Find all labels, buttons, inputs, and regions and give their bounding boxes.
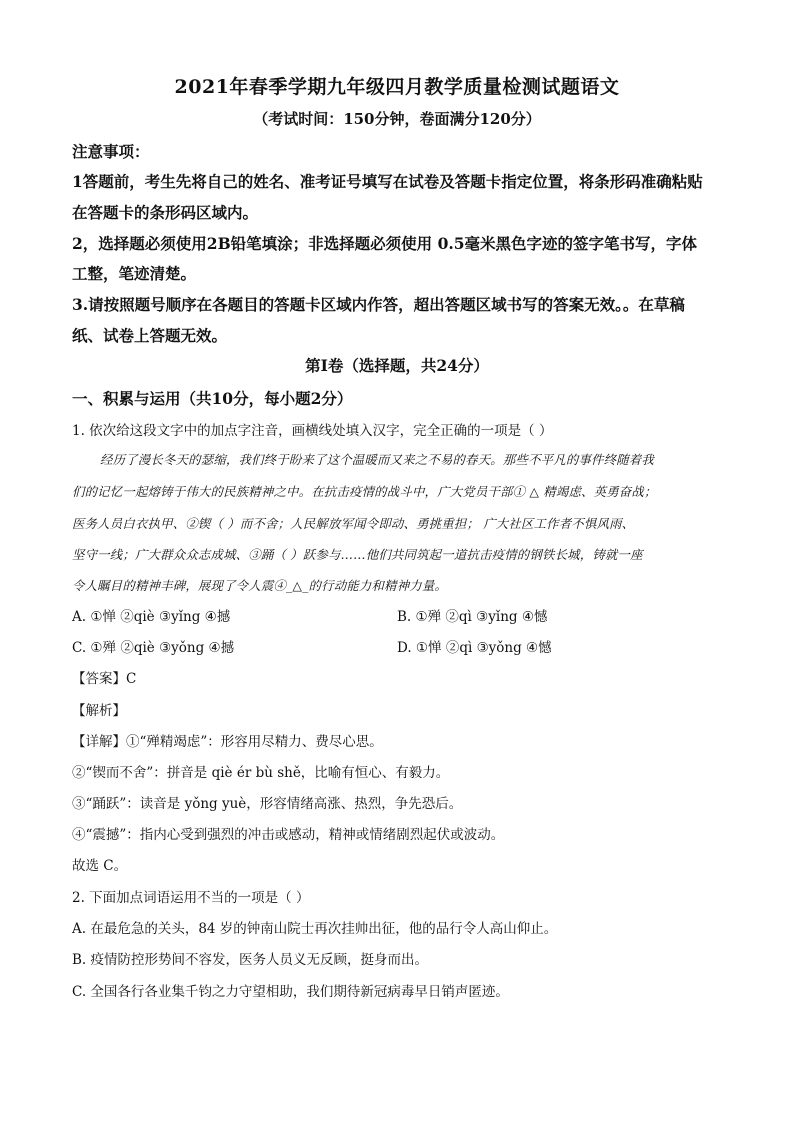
q1-detail-line-5: 故选 C。 [72, 858, 128, 874]
exam-title: 2021年春季学期九年级四月教学质量检测试题语文 [174, 76, 620, 98]
note-1-line-a: 1答题前，考生先将自己的姓名、准考证号填写在试卷及答题卡指定位置，将条形码准确粘贴 [72, 172, 703, 191]
q1-detail-line-4: ④“震撼”：指内心受到强烈的冲击或感动，精神或情绪剧烈起伏或波动。 [72, 827, 505, 843]
notes-heading: 注意事项： [72, 142, 150, 161]
note-3-line-b: 纸、试卷上答题无效。 [72, 326, 228, 345]
q2-option-b: B. 疫情防控形势间不容发，医务人员义无反顾，挺身而出。 [72, 952, 429, 968]
note-2-line-b: 工整，笔迹清楚。 [72, 264, 197, 283]
exam-subtitle: （考试时间：150分钟，卷面满分120分） [253, 110, 541, 128]
q1-answer: 【答案】C [72, 671, 137, 687]
passage-line-5: 令人瞩目的精神丰碑，展现了令人震④_△_的行动能力和精神力量。 [72, 578, 448, 593]
q1-option-b: B. ①殚 ②qì ③yǐng ④憾 [397, 609, 548, 625]
question-2-stem: 2. 下面加点词语运用不当的一项是（ ） [72, 890, 310, 906]
passage-line-3: 医务人员白衣执甲、②锲（ ）而不舍；人民解放军闻令即动、勇挑重担； 广大社区工作者不惧风雨、 [72, 516, 635, 531]
passage-line-4: 坚守一线；广大群众众志成城、③踊（ ）跃参与……他们共同筑起一道抗击疫情的钢铁长城，铸就一座 [72, 547, 643, 562]
question-1-stem: 1. 依次给这段文字中的加点字注音，画横线处填入汉字，完全正确的一项是（ ） [72, 423, 553, 439]
q1-option-d: D. ①惮 ②qì ③yǒng ④憾 [397, 640, 552, 656]
q1-option-c: C. ①殚 ②qiè ③yǒng ④撼 [72, 640, 235, 656]
note-2-line-a: 2，选择题必须使用2B铅笔填涂；非选择题必须使用 0.5毫米黑色字迹的签字笔书写，字体 [72, 234, 698, 253]
q1-detail-line-2: ②“锲而不舍”：拼音是 qiè ér bù shě，比喻有恒心、有毅力。 [72, 765, 450, 781]
q1-detail-line-3: ③“踊跃”：读音是 yǒng yuè，形容情绪高涨、热烈，争先恐后。 [72, 796, 463, 812]
q1-detail-line-1: 【详解】①“殚精竭虑”：形容用尽精力、费尽心思。 [72, 734, 383, 750]
part-one-heading: 一、积累与运用（共10分，每小题2分） [72, 389, 353, 408]
passage-line-2: 们的记忆一起熔铸于伟大的民族精神之中。在抗击疫情的战斗中，广大党员干部① △ 精竭虑、英勇奋战； [72, 484, 657, 499]
q1-option-a: A. ①惮 ②qiè ③yǐng ④撼 [72, 609, 231, 625]
q2-option-a: A. 在最危急的关头，84 岁的钟南山院士再次挂帅出征，他的品行令人高山仰止。 [72, 921, 558, 937]
q1-analysis-label: 【解析】 [72, 703, 126, 719]
note-3-line-a: 3.请按照题号顺序在各题目的答题卡区域内作答，超出答题区域书写的答案无效。。在草稿 [72, 295, 685, 314]
note-1-line-b: 在答题卡的条形码区域内。 [72, 203, 259, 222]
passage-line-1: 经历了漫长冬天的瑟缩，我们终于盼来了这个温暖而又来之不易的春天。那些不平凡的事件终随着我 [100, 452, 654, 467]
q2-option-c: C. 全国各行各业集千钧之力守望相助，我们期待新冠病毒早日销声匿迹。 [72, 984, 509, 1000]
volume-heading: 第Ⅰ卷（选择题，共24分） [305, 356, 489, 375]
